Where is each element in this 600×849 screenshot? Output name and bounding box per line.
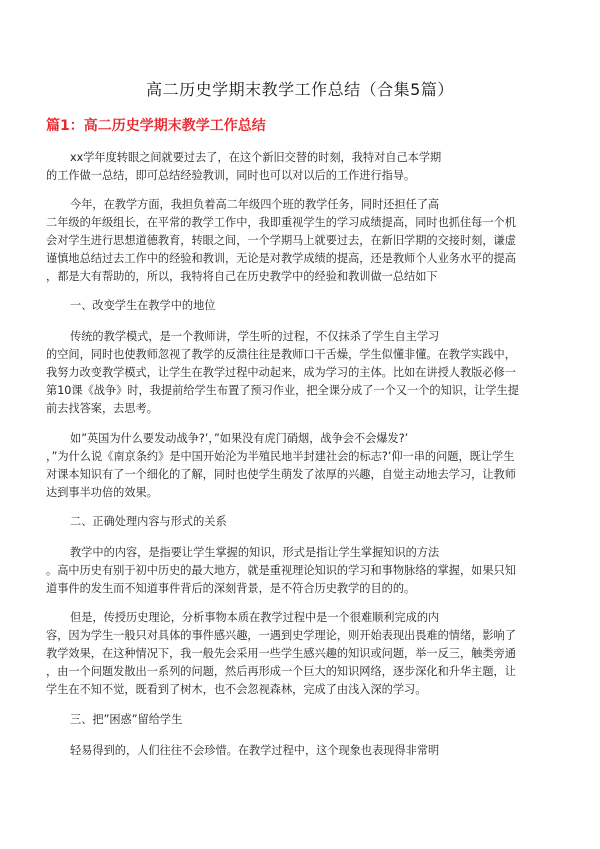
section-heading: 三、把”困惑”留给学生 bbox=[70, 713, 183, 726]
paragraph-line: 今年，在教学方面，我担负着高二年级四个班的教学任务，同时还担任了高 bbox=[70, 198, 440, 211]
paragraph-line: 谨慎地总结过去工作中的经验和教训，无论是对教学成绩的提高，还是教师个人业务水平的提高 bbox=[46, 252, 516, 265]
chapter-heading: 篇1：高二历史学期末教学工作总结 bbox=[46, 118, 266, 134]
paragraph-line: 我努力改变教学模式，让学生在教学过程中动起来，成为学习的主体。比如在讲授人教版必修一 bbox=[46, 366, 516, 379]
section-heading: 一、改变学生在教学中的地位 bbox=[70, 299, 216, 312]
paragraph-line: 的空间，同时也使教师忽视了教学的反溃往往是教师口干舌燥，学生似懂非懂。在教学实践中， bbox=[46, 348, 516, 361]
paragraph-line: 轻易得到的，人们往往不会珍惜。在教学过程中，这个现象也表现得非常明 bbox=[70, 744, 440, 757]
paragraph-line: 的工作做一总结，即可总结经验教训，同时也可以对以后的工作进行指导。 bbox=[46, 169, 416, 182]
paragraph-line: 如”英国为什么要发动战争?’，”如果没有虎门硝烟，战争会不会爆发?’ bbox=[70, 432, 409, 445]
section-heading: 二、正确处理内容与形式的关系 bbox=[70, 515, 227, 528]
paragraph-line: 道事件的发生而不知道事件背后的深刻背景，是不符合历史教学的目的的。 bbox=[46, 582, 416, 595]
paragraph-line: ，都是大有帮助的，所以，我特将自己在历史教学中的经验和教训做一总结如下 bbox=[46, 270, 438, 283]
paragraph-line: 传统的教学模式，是一个教师讲，学生听的过程，不仅抹杀了学生自主学习 bbox=[70, 330, 440, 343]
paragraph-line: 第10课《战争》时，我提前给学生布置了预习作业，把全课分成了一个又一个的知识，让学生提 bbox=[46, 384, 519, 397]
paragraph-line: 教学效果，在这种情况下，我一般先会采用一些学生感兴趣的知识或问题，举一反三，触类旁通 bbox=[46, 647, 516, 660]
document-title: 高二历史学期末教学工作总结（合集5篇） bbox=[146, 80, 454, 99]
paragraph-line: 教学中的内容，是指要让学生掌握的知识，形式是指让学生掌握知识的方法 bbox=[70, 546, 440, 559]
paragraph-line: 。高中历史有别于初中历史的最大地方，就是重视理论知识的学习和事物脉络的掌握，如果只知 bbox=[46, 564, 516, 577]
paragraph-line: ，”为什么说《南京条约》是中国开始沦为半殖民地半封建社会的标志?’仰一串的问题，既让学生 bbox=[46, 450, 515, 463]
paragraph-line: ，由一个问题发散出一系列的问题，然后再形成一个巨大的知识网络，逐步深化和升华主题，让 bbox=[46, 665, 516, 678]
paragraph-line: 学生在不知不觉，既看到了树木，也不会忽视森林，完成了由浅入深的学习。 bbox=[46, 683, 427, 696]
paragraph-line: 会对学生进行思想道德教育，转眼之间，一个学期马上就要过去，在新旧学期的交接时刻，谦虚 bbox=[46, 234, 516, 247]
paragraph-line: 达到事半功倍的效果。 bbox=[46, 486, 158, 499]
paragraph-line: 对课本知识有了一个细化的了解，同时也使学生萌发了浓厚的兴趣，自觉主动地去学习，让教师 bbox=[46, 468, 516, 481]
paragraph-line: 二年级的年级组长，在平常的教学工作中，我即重视学生的学习成绩提高，同时也抓住每一个机 bbox=[46, 216, 516, 229]
paragraph-line: xx学年度转眼之间就要过去了，在这个新旧交替的时刻，我特对自己本学期 bbox=[70, 151, 442, 164]
paragraph-line: 容，因为学生一般只对具体的事件感兴趣，一遇到史学理论，则开始表现出畏难的情绪，影响了 bbox=[46, 629, 516, 642]
paragraph-line: 但是，传授历史理论，分析事物本质在教学过程中是一个很难顺利完成的内 bbox=[70, 611, 440, 624]
paragraph-line: 前去找答案，去思考。 bbox=[46, 402, 158, 415]
